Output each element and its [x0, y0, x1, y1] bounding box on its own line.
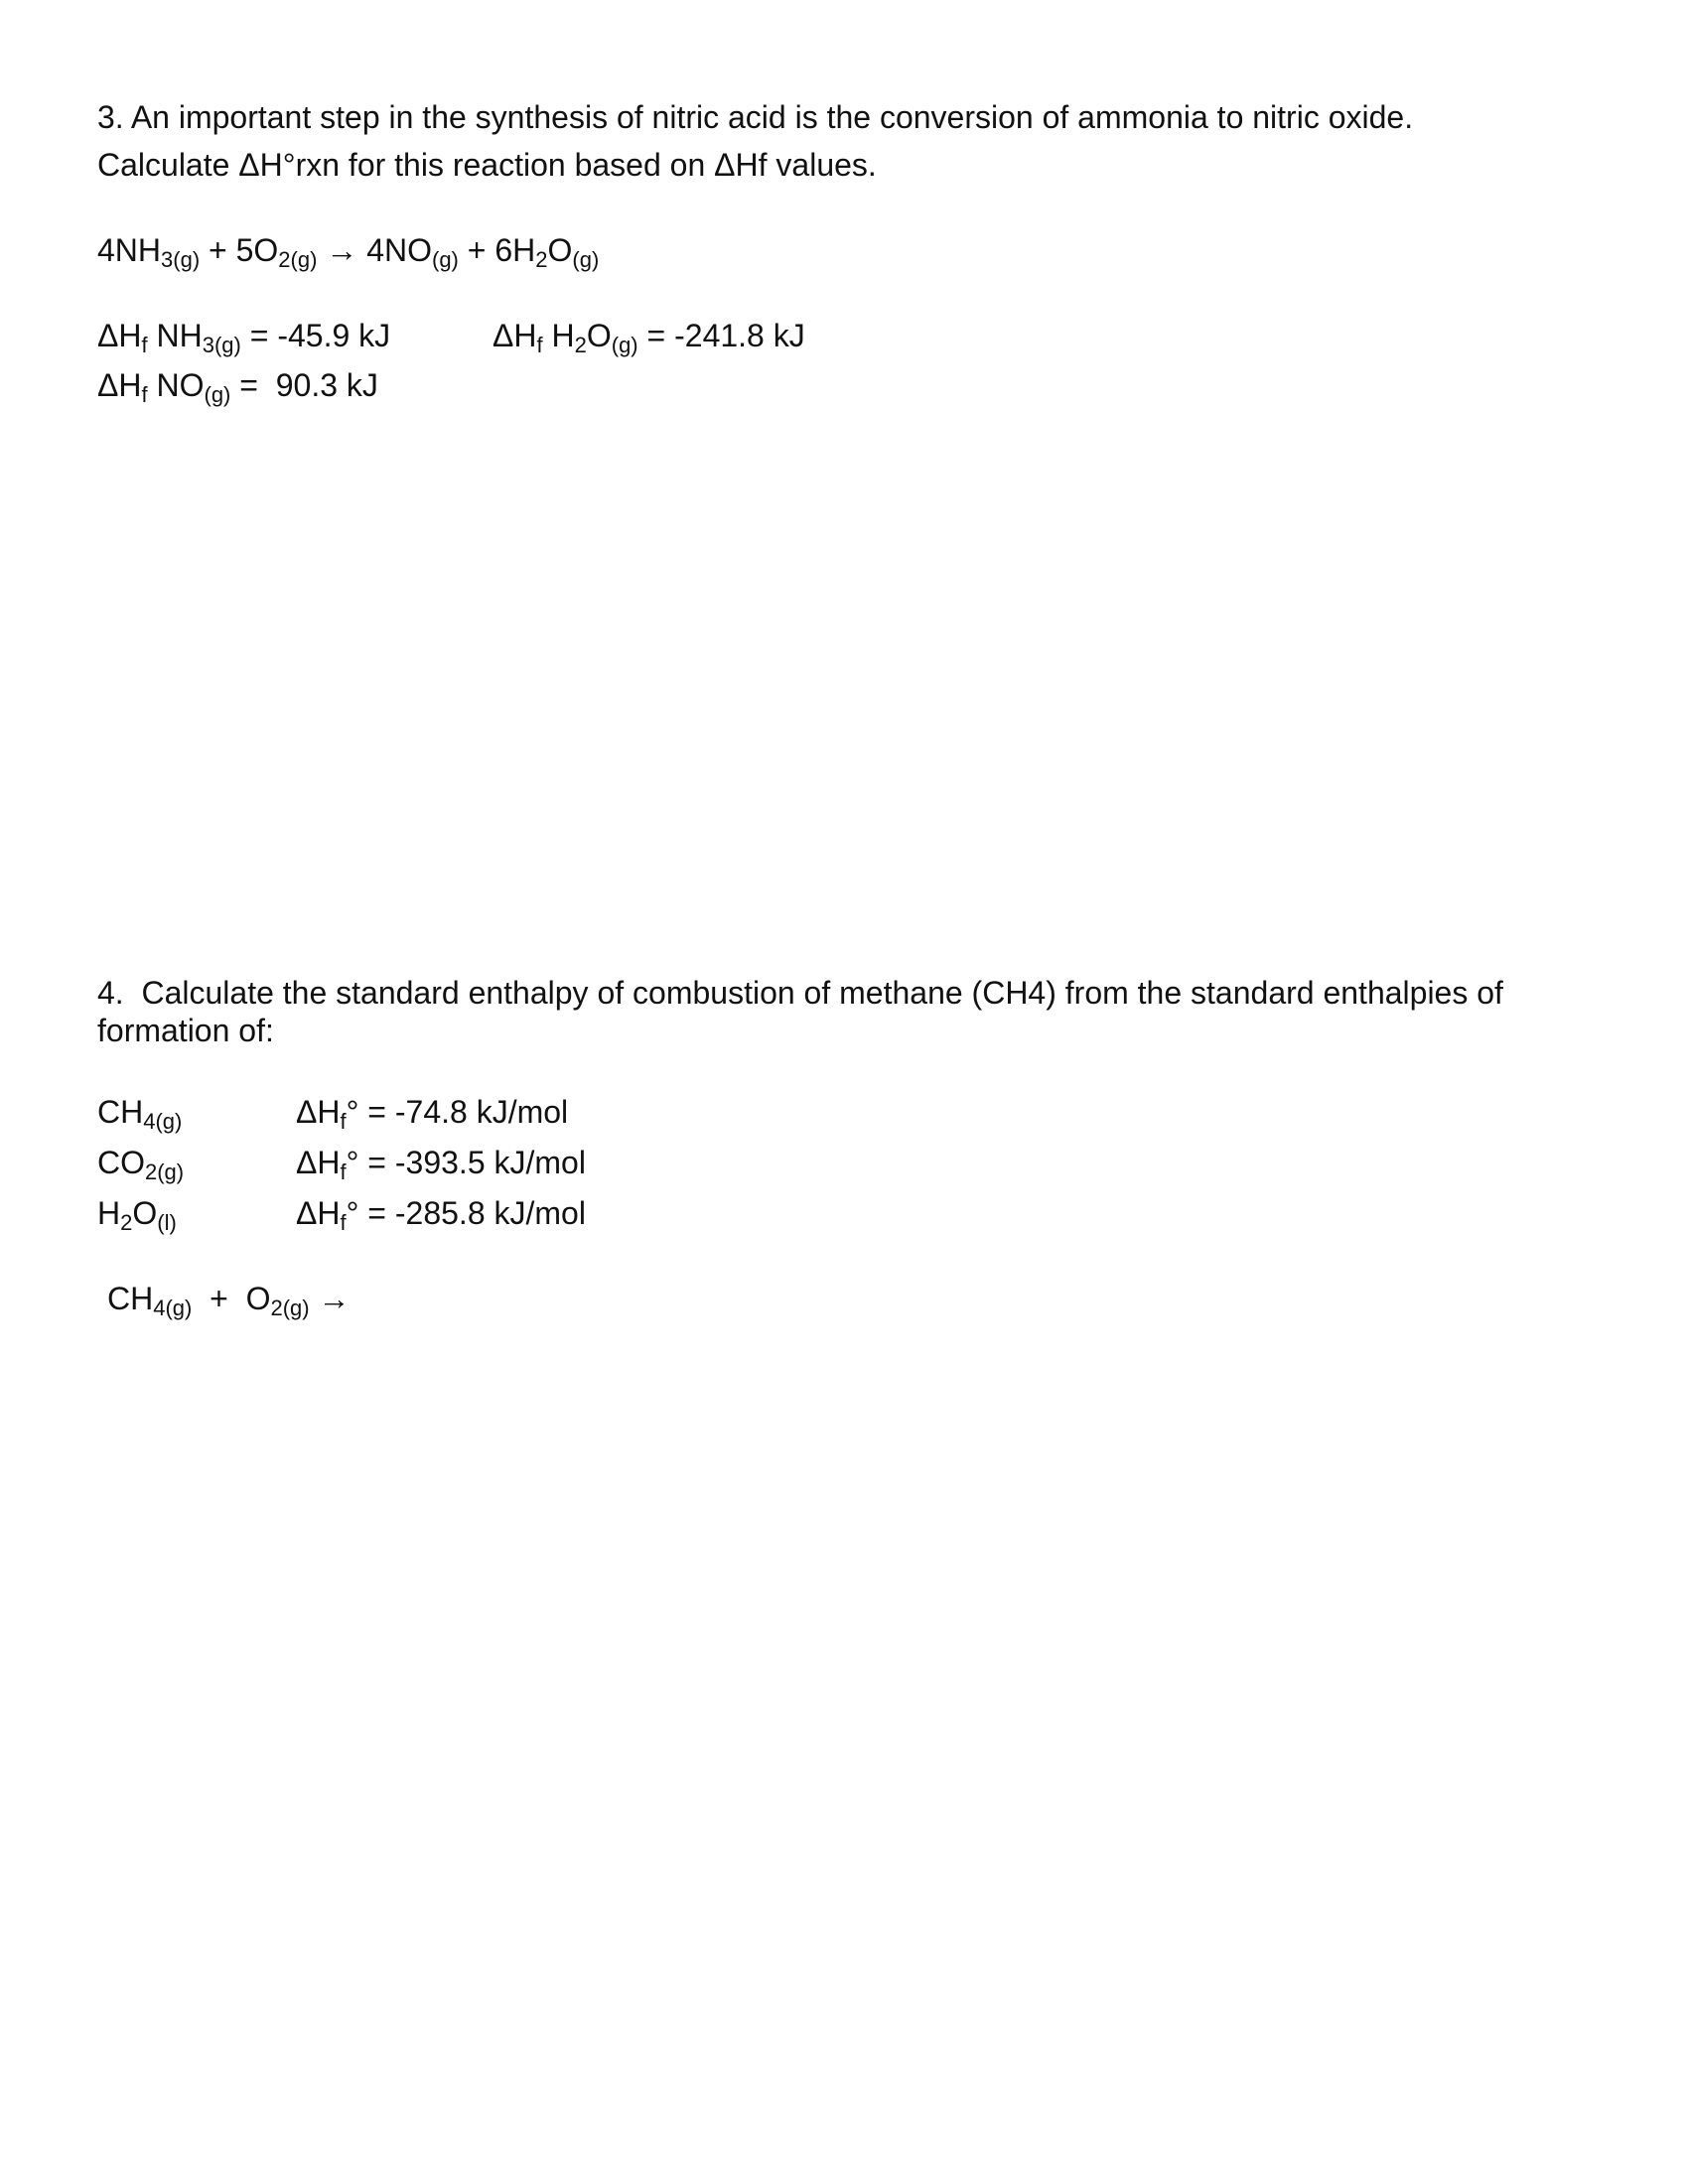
eq3-nh3-sub: 3(g)	[161, 247, 201, 272]
eq3-arrow: →	[317, 232, 367, 268]
h2o-species-o: O	[586, 318, 612, 353]
h2o-delta-h: ΔH	[492, 318, 537, 353]
problem-4-intro-text-1: 4. Calculate the standard enthalpy of combustion of methane (CH4) from the standard enthalpies of	[97, 975, 1503, 1011]
row-ch4-delta-sub: f	[340, 1109, 347, 1134]
h2o-species-sub: (g)	[611, 333, 638, 357]
problem-3-intro-text-1: 3. An important step in the synthesis of nitric acid is the conversion of ammonia to nitric oxide.	[97, 99, 1414, 135]
row-h2o-delta-sub: f	[340, 1210, 347, 1235]
row-ch4-delta-h: ΔH	[296, 1094, 341, 1130]
problem-3-data-h2o	[492, 316, 805, 355]
problem-4-row-species-co2	[97, 1143, 184, 1182]
row-co2-value: ° = -393.5 kJ/mol	[346, 1145, 586, 1180]
eq4-o2: + O	[192, 1281, 271, 1316]
row-h2o-species: H	[97, 1195, 121, 1231]
row-co2-delta-sub: f	[340, 1160, 347, 1184]
row-co2-species: CO	[97, 1145, 145, 1180]
nh3-delta-sub: f	[141, 333, 148, 357]
h2o-species-sub-2: 2	[574, 333, 587, 357]
nh3-value: = -45.9 kJ	[240, 318, 391, 353]
eq3-no: 4NO	[366, 232, 432, 268]
problem-3-intro-line-2	[97, 145, 877, 185]
nh3-species: NH	[147, 318, 203, 353]
row-co2-delta-h: ΔH	[296, 1145, 341, 1180]
eq3-no-sub: (g)	[432, 247, 459, 272]
eq4-arrow: →	[309, 1281, 351, 1316]
row-h2o-species-o: O	[132, 1195, 158, 1231]
problem-4-intro-text-2: formation of:	[97, 1013, 274, 1048]
problem-4-intro-line-2	[97, 1011, 274, 1050]
problem-4-row-value-h2o	[296, 1193, 586, 1233]
h2o-species: H	[542, 318, 575, 353]
problem-4-row-value-ch4	[296, 1092, 568, 1132]
row-co2-species-sub: 2(g)	[145, 1160, 185, 1184]
row-h2o-delta-h: ΔH	[296, 1195, 341, 1231]
eq3-nh3: 4NH	[97, 232, 162, 268]
no-value: = 90.3 kJ	[230, 367, 378, 403]
problem-4-intro-line-1	[97, 973, 1503, 1013]
row-h2o-species-sub: 2	[120, 1210, 133, 1235]
problem-3-data-nh3	[97, 316, 390, 355]
h2o-delta-sub: f	[536, 333, 543, 357]
no-delta-sub: f	[141, 382, 148, 407]
h2o-value: = -241.8 kJ	[637, 318, 805, 353]
eq3-o2-sub: 2(g)	[278, 247, 318, 272]
no-species-sub: (g)	[204, 382, 231, 407]
row-ch4-species: CH	[97, 1094, 144, 1130]
problem-4-row-value-co2	[296, 1143, 586, 1182]
eq3-h2o-o: O	[547, 232, 573, 268]
eq3-h2o-sub-2: 2	[535, 247, 548, 272]
problem-4-equation	[107, 1279, 351, 1318]
row-ch4-species-sub: 4(g)	[143, 1109, 183, 1134]
problem-3-equation	[97, 230, 599, 270]
nh3-delta-h: ΔH	[97, 318, 142, 353]
no-delta-h: ΔH	[97, 367, 142, 403]
nh3-species-sub: 3(g)	[202, 333, 241, 357]
eq4-ch4-sub: 4(g)	[153, 1296, 193, 1320]
row-h2o-value: ° = -285.8 kJ/mol	[346, 1195, 586, 1231]
problem-3-intro-line-1	[97, 97, 1413, 137]
problem-4-row-species-h2o	[97, 1193, 177, 1233]
problem-4-row-species-ch4	[97, 1092, 182, 1132]
eq3-o2: + 5O	[200, 232, 279, 268]
eq3-h2o: + 6H	[458, 232, 536, 268]
eq4-o2-sub: 2(g)	[270, 1296, 310, 1320]
row-h2o-state: (l)	[157, 1210, 177, 1235]
problem-3-data-no	[97, 365, 378, 405]
no-species: NO	[147, 367, 205, 403]
eq4-ch4: CH	[107, 1281, 154, 1316]
problem-3-intro-text-2: Calculate ΔH°rxn for this reaction based on ΔHf values.	[97, 147, 877, 183]
eq3-h2o-state: (g)	[572, 247, 600, 272]
row-ch4-value: ° = -74.8 kJ/mol	[346, 1094, 569, 1130]
